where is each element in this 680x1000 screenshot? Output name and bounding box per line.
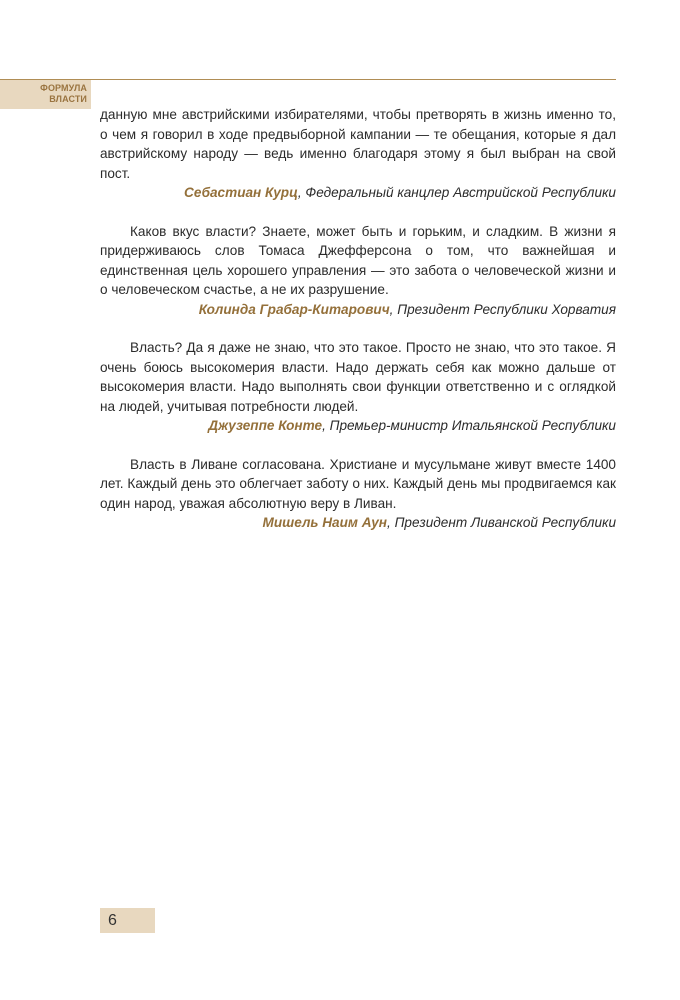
section-tab xyxy=(0,80,91,109)
quote-attribution xyxy=(100,513,616,533)
author-name: Мишель Наим Аун xyxy=(262,515,388,530)
quote-text: Каков вкус власти? Знаете, может быть и горьким, и сладким. В жизни я придерживаюсь слов Томаса Джефферсона о том, что важнейшая и единственная цель хорошего управления — это забота о человеческой жизни и о человеческом счастье, а не их разрушение. xyxy=(100,223,616,297)
quote-text: Власть в Ливане согласована. Христиане и мусульмане живут вместе 1400 лет. Каждый день это облегчает заботу о них. Каждый день мы продвигаемся как один народ, уважая абсолютную веру в Ливан. xyxy=(100,456,616,511)
quote-text: Власть? Да я даже не знаю, что это такое. Просто не знаю, что это такое. Я очень боюсь высокомерия власти. Надо держать себя как можно дальше от высокомерия власти. Надо выполнять свои функции ответственно и с оглядкой на людей, учитывая потребности людей. xyxy=(100,340,616,414)
paragraph-gap xyxy=(100,203,616,222)
author-role: , Федеральный канцлер Австрийской Республики xyxy=(297,185,616,200)
author-name: Джузеппе Конте xyxy=(208,418,323,433)
section-title-line1: ФОРМУЛА xyxy=(40,83,87,93)
author-role: , Президент Ливанской Республики xyxy=(387,515,616,530)
author-name: Себастиан Курц xyxy=(184,185,298,200)
quote-text: данную мне австрийскими избирателями, чтобы претворять в жизнь именно то, о чем я говорил в ходе предвыборной кампании — те обещания, которые я дал австрийскому народу — ведь именно благодаря этому я был выбран на свой пост. xyxy=(100,107,616,181)
author-name: Колинда Грабар-Китарович xyxy=(198,301,390,317)
section-title-line2: ВЛАСТИ xyxy=(49,94,87,104)
page-number: 6 xyxy=(100,908,155,933)
quote-attribution xyxy=(100,416,616,436)
author-role: , Премьер-министр Итальянской Республики xyxy=(322,418,616,433)
quotes-body xyxy=(100,105,616,533)
header-rule xyxy=(0,79,616,80)
paragraph-gap xyxy=(100,436,616,455)
quote-attribution xyxy=(100,300,616,320)
quote-attribution xyxy=(100,183,616,203)
author-role: , Президент Республики Хорватия xyxy=(389,301,616,317)
paragraph-gap xyxy=(100,319,616,338)
